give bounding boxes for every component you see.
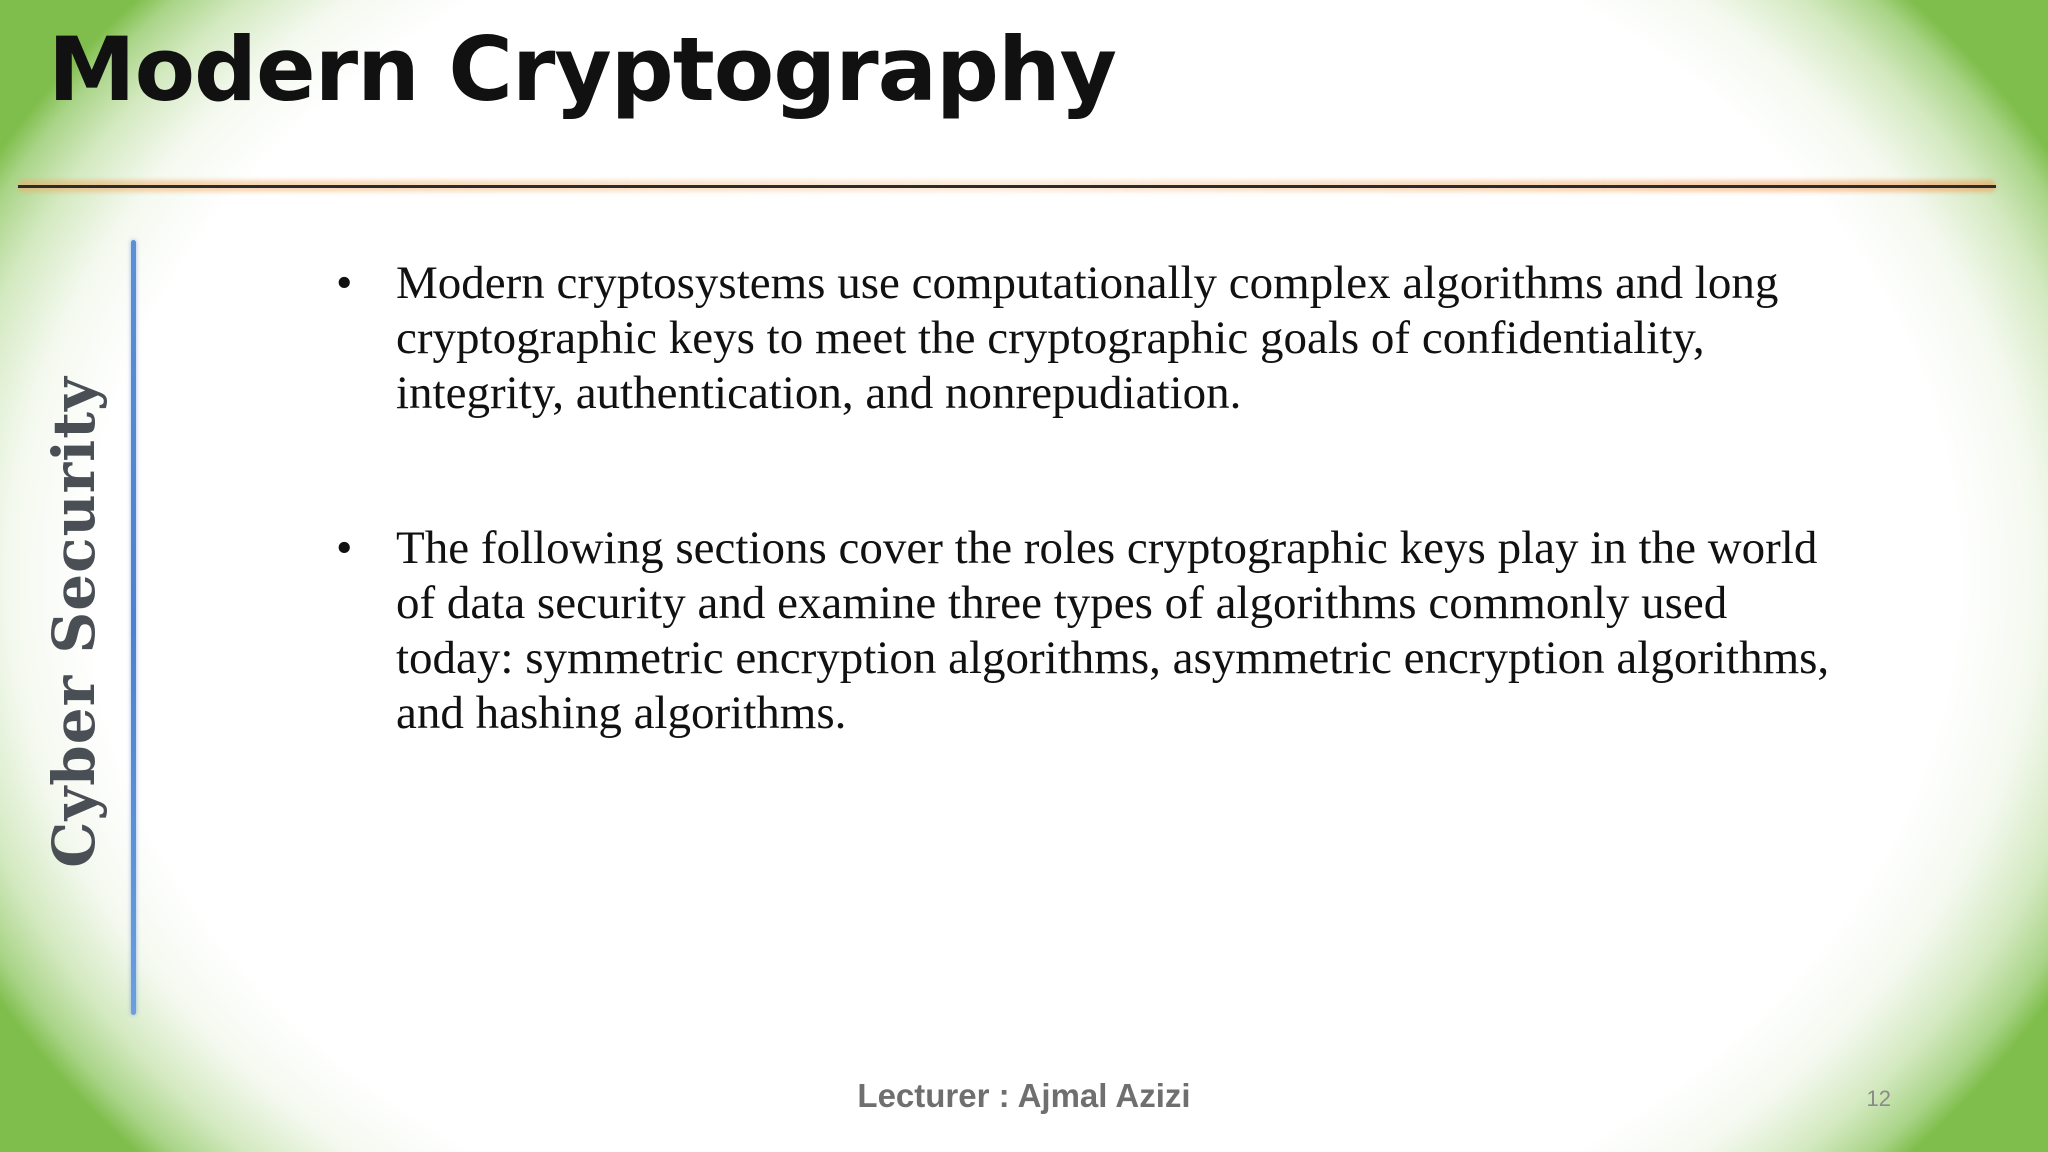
bullet-item <box>332 256 1832 421</box>
bullet-item <box>332 521 1832 741</box>
title-divider <box>18 180 1996 192</box>
slide-title: Modern Cryptography <box>48 18 1117 121</box>
bullet-marker: • <box>336 257 353 309</box>
page-number: 12 <box>1866 1086 1891 1111</box>
bullet-text: The following sections cover the roles cryptographic keys play in the world of data security and examine three types of algorithms commonly used today: symmetric encryption algorithms, asymmetric encryption algorithms, and hashing algorithms. <box>396 522 1830 739</box>
bullet-list <box>332 256 1832 741</box>
side-divider <box>131 240 136 1015</box>
title-divider-line <box>18 185 1996 188</box>
bullet-marker: • <box>336 522 353 574</box>
side-label: Cyber Security <box>40 376 108 868</box>
bullet-text: Modern cryptosystems use computationally complex algorithms and long cryptographic keys to meet the cryptographic goals of confidentiality, integrity, authentication, and nonrepudiation. <box>396 257 1779 419</box>
footer-lecturer: Lecturer : Ajmal Azizi <box>857 1077 1191 1114</box>
